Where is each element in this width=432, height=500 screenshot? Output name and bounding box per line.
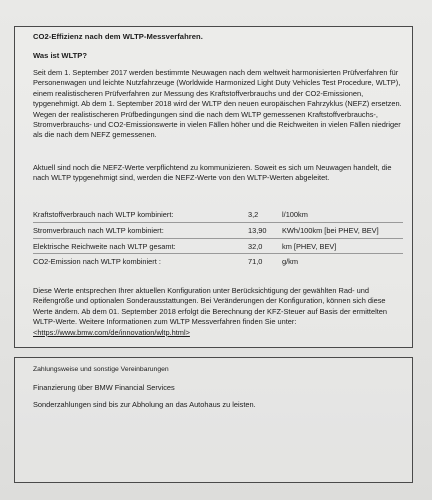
value-number: 13,90 [248, 225, 267, 235]
wltp-values-table [33, 207, 403, 269]
value-row-fuel [33, 207, 403, 223]
value-row-power [33, 223, 403, 239]
wltp-paragraph-3 [33, 286, 405, 338]
payment-box [14, 357, 413, 483]
wltp-subtitle: Was ist WLTP? [33, 51, 87, 60]
wltp-paragraph-3-text: Diese Werte entsprechen Ihrer aktuellen Konfiguration unter Berücksichtigung der gewählten Rad- und Reifengröße und optionalen Sonderausstattungen. Bei Veränderungen der Konfiguration, können sich diese Werte ändern. Ab dem 01. September 2018 erfolgt die Berechnung der KFZ-Steuer auf Basis der ermittelten WLTP-Werte. Weitere Informationen zum WLTP Messverfahren finden Sie unter: [33, 286, 387, 327]
value-unit: l/100km [282, 210, 308, 219]
wltp-paragraph-2: Aktuell sind noch die NEFZ-Werte verpflichtend zu kommunizieren. Soweit es sich um Neuwagen handelt, die nach WLTP typgenehmigt sind, werden die NEFZ-Werte von den WLTP-Werten abgeleitet. [33, 163, 392, 183]
value-number: 71,0 [248, 257, 263, 267]
value-unit: km [PHEV, BEV] [282, 241, 337, 251]
wltp-info-link[interactable]: <https://www.bmw.com/de/innovation/wltp.html> [33, 327, 190, 337]
payment-special-payments-text: Sonderzahlungen sind bis zur Abholung an das Autohaus zu leisten. [33, 400, 256, 409]
wltp-info-box [14, 26, 413, 348]
value-row-co2 [33, 254, 403, 269]
value-number: 3,2 [248, 210, 259, 219]
value-label: CO2-Emission nach WLTP kombiniert : [33, 257, 161, 267]
wltp-paragraph-1: Seit dem 1. September 2017 werden bestimmte Neuwagen nach dem weltweit harmonisierten Prüfverfahren für Personenwagen und leichte Nutzfahrzeuge (Worldwide Harmonized Light Duty Vehicles Test Procedure, WLTP), einem realistischeren Prüfverfahren zur Messung des Kraftstoffverbrauchs und der CO2-Emissionen, typgenehmigt. Ab dem 1. September 2018 wird der WLTP den neuen europäischen Fahrzyklus (NEFZ) ersetzen. Wegen der realistischeren Prüfbedingungen sind die nach dem WLTP gemessenen Kraftstoffverbrauchs-, Stromverbrauchs- und CO2-Emissionswerte in vielen Fällen höher und die Reichweiten in vielen Fällen niedriger als die nach dem NEFZ gemessenen. [33, 68, 402, 140]
value-unit: g/km [282, 257, 299, 267]
value-unit: KWh/100km [bei PHEV, BEV] [282, 225, 379, 235]
value-number: 32,0 [248, 241, 263, 251]
value-label: Stromverbrauch nach WLTP kombiniert: [33, 225, 164, 235]
value-label: Elektrische Reichweite nach WLTP gesamt: [33, 241, 176, 251]
payment-financing-text: Finanzierung über BMW Financial Services [33, 383, 175, 392]
payment-title: Zahlungsweise und sonstige Vereinbarungen [33, 366, 169, 373]
value-row-range [33, 239, 403, 255]
value-label: Kraftstoffverbrauch nach WLTP kombiniert: [33, 210, 174, 219]
wltp-title: CO2-Effizienz nach dem WLTP-Messverfahren. [33, 32, 203, 41]
